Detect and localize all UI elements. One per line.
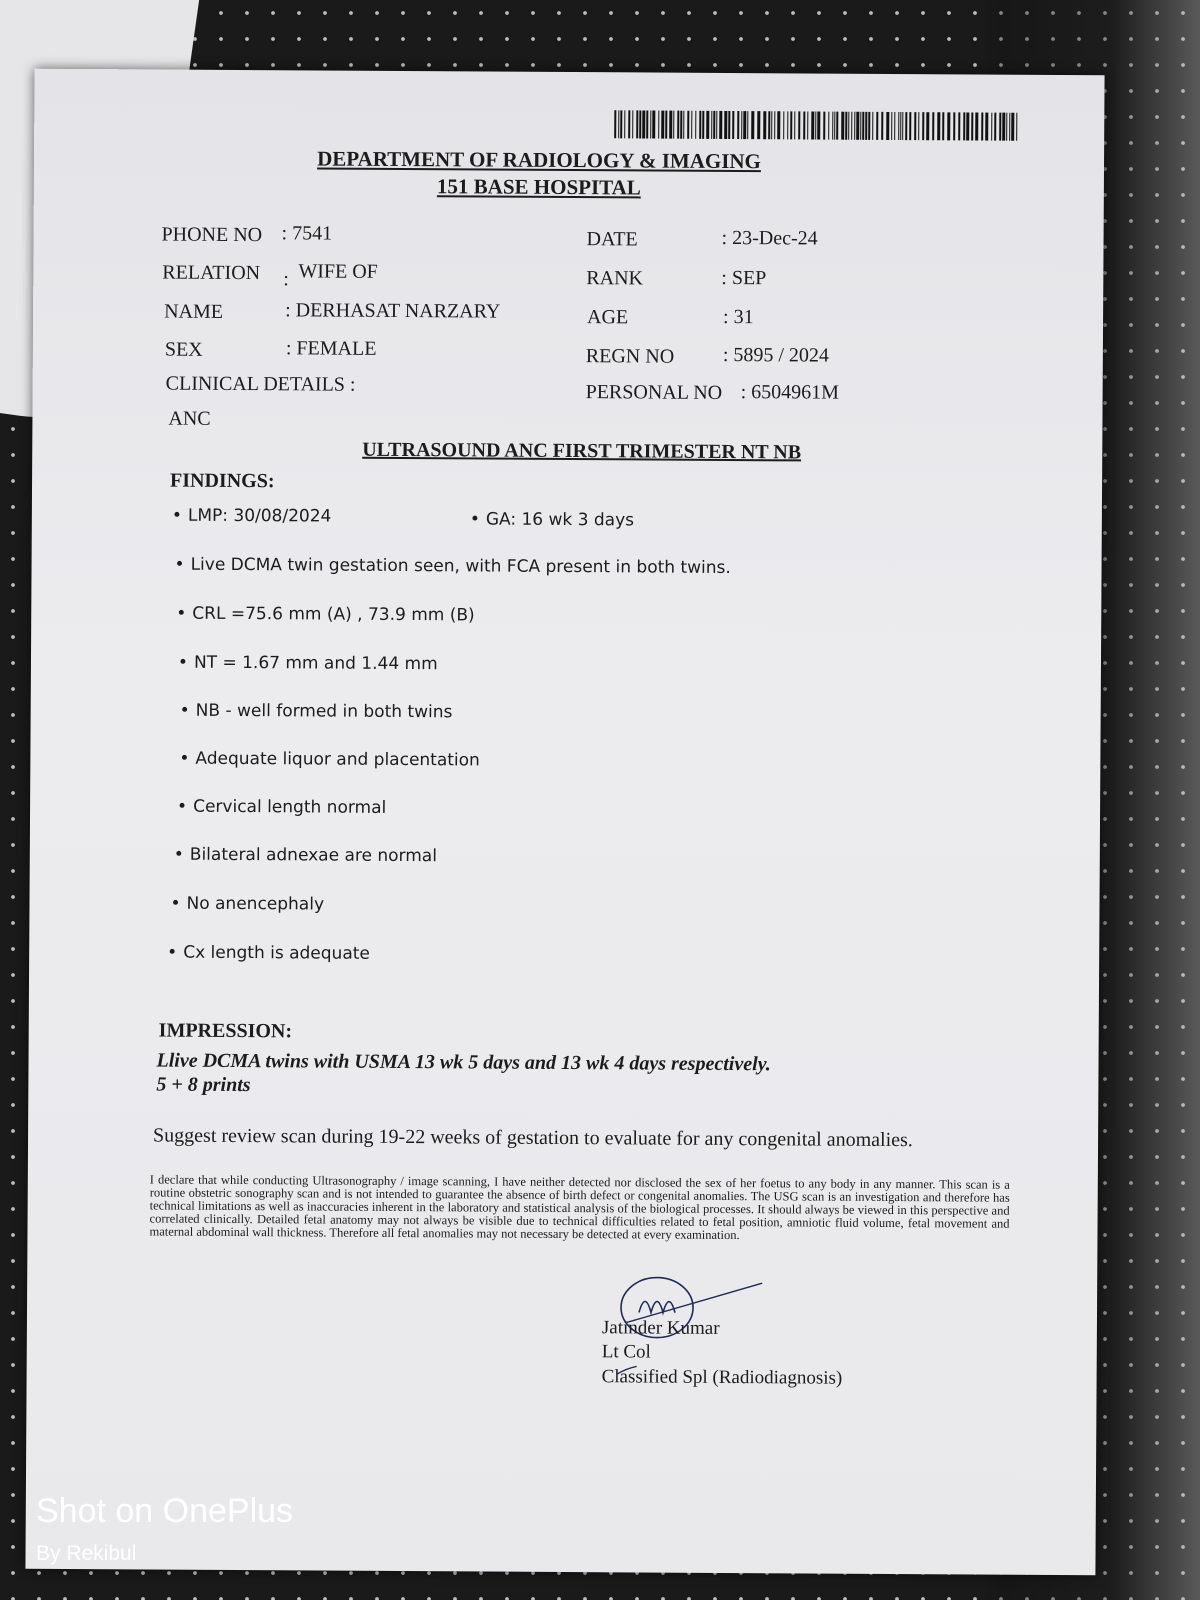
- barcode-bar: [790, 111, 792, 139]
- barcode-bar: [771, 111, 772, 139]
- barcode-bar: [832, 112, 833, 140]
- barcode-bar: [942, 112, 944, 140]
- barcode-bar: [981, 113, 983, 141]
- signatory-name: Jatinder Kumar: [601, 1317, 720, 1339]
- barcode-bar: [620, 110, 622, 138]
- barcode-bar: [798, 111, 800, 139]
- barcode-bar: [836, 112, 838, 140]
- barcode-bar: [947, 112, 950, 140]
- date-label: DATE: [586, 228, 638, 251]
- barcode-bar: [783, 111, 784, 139]
- barcode-bar: [900, 112, 901, 140]
- barcode-bar: [669, 111, 672, 139]
- barcode-bar: [713, 111, 715, 139]
- barcode-bar: [706, 111, 709, 139]
- finding-item: • No anencephaly: [170, 894, 324, 915]
- barcode-bar: [999, 113, 1001, 141]
- age-label: AGE: [587, 306, 629, 329]
- barcode-bar: [848, 112, 849, 140]
- barcode-bar: [841, 112, 844, 140]
- barcode-bar: [777, 111, 780, 139]
- barcode-bar: [862, 112, 864, 140]
- barcode-bar: [763, 111, 766, 139]
- barcode-bar: [683, 111, 684, 139]
- barcode-bar: [768, 111, 770, 139]
- barcode-bar: [909, 112, 911, 140]
- barcode-bar: [624, 110, 625, 138]
- barcode-bar: [724, 111, 727, 139]
- barcode-bar: [658, 111, 659, 139]
- barcode-bar: [860, 112, 861, 140]
- finding-item: • Bilateral adnexae are normal: [174, 845, 437, 867]
- phone-label: PHONE NO: [161, 223, 263, 247]
- barcode-bar: [650, 111, 651, 139]
- barcode-bar: [845, 112, 847, 140]
- barcode-bar: [918, 112, 919, 140]
- report-title: ULTRASOUND ANC FIRST TRIMESTER NT NB: [362, 438, 802, 464]
- barcode-bar: [811, 111, 814, 139]
- finding-ga: [470, 509, 634, 530]
- regn-no-value: : 5895 / 2024: [722, 343, 830, 367]
- signatory-rank: Lt Col: [601, 1341, 651, 1363]
- barcode-bar: [902, 112, 903, 140]
- relation-value: WIFE OF: [298, 260, 378, 283]
- barcode-bar: [1006, 113, 1007, 141]
- barcode-bar: [975, 112, 978, 140]
- barcode-bar: [665, 111, 667, 139]
- finding-item: • NB - well formed in both twins: [180, 701, 453, 723]
- barcode-bar: [614, 110, 616, 138]
- name-value: : DERHASAT NARZARY: [285, 299, 501, 323]
- finding-lmp: • LMP: 30/08/2024: [172, 506, 332, 527]
- clinical-details-label: CLINICAL DETAILS :: [165, 372, 356, 396]
- barcode-bar: [639, 110, 641, 138]
- barcode-bar: [932, 112, 934, 140]
- phone-value: : 7541: [281, 222, 333, 245]
- barcode-bar: [646, 110, 648, 138]
- hospital-name: 151 BASE HOSPITAL: [436, 174, 641, 200]
- barcode-bar: [794, 111, 795, 139]
- barcode-bar: [1009, 113, 1010, 141]
- barcode-bar: [737, 111, 739, 139]
- impression-heading: IMPRESSION:: [158, 1019, 293, 1043]
- barcode-bar: [937, 112, 940, 140]
- finding-item: • Adequate liquor and placentation: [179, 749, 480, 771]
- disclaimer-text: I declare that while conducting Ultrasonography / image scanning, I have neither detected nor disclosed the sex of her foetus to any body in any manner. This scan is a routine obstetric sonography scan and is not intended to guarantee the absence of birth defect or congenital anomalies. The USG scan is an investigation and therefore has technical limitations as well as inaccuracies inherent in the laboratory and statistical analysis of the biological processes. It should always be viewed in this perspective and correlated clinically. Detailed fetal anatomy may not always be visible due to technical difficulties related to fetal position, amniotic fluid volume, fetal movement and maternal abdominal wall thickness. Therefore all fetal anomalies may not necessary be detected at every examination.: [149, 1172, 1010, 1243]
- regn-no-label: REGN NO: [585, 345, 675, 368]
- barcode-bar: [971, 112, 973, 140]
- barcode-bar: [991, 113, 992, 141]
- barcode-bar: [716, 111, 717, 139]
- barcode-bar: [743, 111, 746, 139]
- barcode-bar: [886, 112, 889, 140]
- barcode-bar: [636, 110, 638, 138]
- name-label: NAME: [164, 300, 224, 323]
- sex-label: SEX: [164, 338, 203, 361]
- barcode-bar: [751, 111, 754, 139]
- barcode-bar: [1011, 113, 1014, 141]
- relation-label: RELATION: [162, 261, 261, 285]
- finding-item: • CRL =75.6 mm (A) , 73.9 mm (B): [176, 604, 475, 626]
- barcode-bar: [868, 112, 870, 140]
- rank-value: : SEP: [721, 266, 767, 290]
- barcode-bar: [1002, 113, 1005, 141]
- barcode-bar: [891, 112, 892, 140]
- barcode-bar: [652, 111, 655, 139]
- camera-watermark: Shot on OnePlus: [36, 1492, 294, 1530]
- sex-value: : FEMALE: [285, 337, 377, 360]
- barcode-bar: [894, 112, 895, 140]
- barcode-bar: [732, 111, 734, 139]
- barcode-bar: [953, 112, 955, 140]
- finding-item: • NT = 1.67 mm and 1.44 mm: [178, 653, 438, 675]
- barcode-bar: [774, 111, 775, 139]
- impression-line-2: 5 + 8 prints: [156, 1073, 251, 1097]
- barcode-bar: [803, 111, 805, 139]
- barcode-bar: [926, 112, 929, 140]
- finding-item: • Cx length is adequate: [167, 943, 370, 964]
- barcode-bar: [856, 112, 859, 140]
- barcode-bar: [747, 111, 748, 139]
- barcode-bar: [728, 111, 730, 139]
- barcode-bar: [642, 110, 645, 138]
- barcode-bar: [757, 111, 760, 139]
- barcode-bar: [628, 110, 630, 138]
- barcode-bar: [834, 112, 835, 140]
- relation-colon: :: [283, 268, 289, 291]
- barcode-bar: [851, 112, 852, 140]
- barcode-bar: [817, 112, 820, 140]
- personal-no-value: : 6504961M: [740, 381, 840, 404]
- age-value: : 31: [723, 305, 754, 329]
- barcode-bar: [881, 112, 883, 140]
- finding-item: • Cervical length normal: [177, 797, 386, 818]
- barcode: [614, 110, 1024, 141]
- barcode-bar: [854, 112, 855, 140]
- barcode-bar: [966, 112, 969, 140]
- barcode-bar: [985, 113, 988, 141]
- barcode-bar: [1016, 113, 1017, 141]
- barcode-bar: [963, 112, 965, 140]
- barcode-bar: [828, 112, 829, 140]
- barcode-bar: [823, 112, 825, 140]
- impression-line-1: Llive DCMA twins with USMA 13 wk 5 days and 13 wk 4 days respectively.: [156, 1049, 771, 1076]
- barcode-bar: [876, 112, 878, 140]
- barcode-bar: [632, 110, 633, 138]
- barcode-bar: [994, 113, 996, 141]
- barcode-bar: [673, 111, 674, 139]
- barcode-bar: [898, 112, 899, 140]
- clinical-details-value: ANC: [168, 407, 211, 430]
- personal-no-label: PERSONAL NO: [585, 381, 723, 404]
- barcode-bar: [618, 110, 619, 138]
- barcode-bar: [691, 111, 692, 139]
- barcode-bar: [958, 112, 960, 140]
- department-title: DEPARTMENT OF RADIOLOGY & IMAGING: [317, 146, 762, 174]
- date-value: : 23-Dec-24: [721, 226, 818, 250]
- barcode-bar: [661, 111, 664, 139]
- finding-item: • Live DCMA twin gestation seen, with FCA present in both twins.: [175, 555, 731, 578]
- barcode-bar: [741, 111, 742, 139]
- suggestion-text: Suggest review scan during 19-22 weeks of gestation to evaluate for any congenital anomalies.: [153, 1124, 913, 1152]
- barcode-bar: [914, 112, 916, 140]
- radiology-report-sheet: [25, 69, 1104, 1576]
- barcode-bar: [807, 111, 808, 139]
- barcode-bar: [687, 111, 689, 139]
- barcode-bar: [922, 112, 924, 140]
- barcode-bar: [699, 111, 701, 139]
- finding-ga-text: GA: 16 wk 3 days: [485, 509, 635, 531]
- barcode-bar: [787, 111, 788, 139]
- signatory-designation: Classified Spl (Radiodiagnosis): [601, 1366, 843, 1389]
- barcode-bar: [905, 112, 907, 140]
- rank-label: RANK: [586, 267, 644, 290]
- camera-watermark-author: By Rekibul: [36, 1542, 137, 1565]
- barcode-bar: [702, 111, 704, 139]
- barcode-bar: [680, 111, 682, 139]
- barcode-bar: [815, 112, 816, 140]
- barcode-bar: [711, 111, 712, 139]
- barcode-bar: [872, 112, 873, 140]
- barcode-bar: [865, 112, 867, 140]
- barcode-bar: [695, 111, 696, 139]
- barcode-bar: [677, 111, 679, 139]
- barcode-bar: [719, 111, 722, 139]
- findings-heading: FINDINGS:: [170, 469, 275, 493]
